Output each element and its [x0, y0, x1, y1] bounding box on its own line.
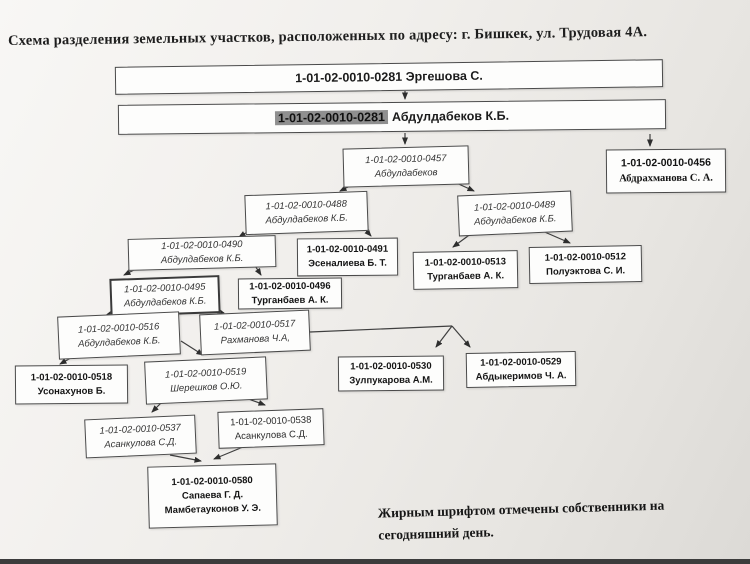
owner-name: Шерешков О.Ю.	[169, 379, 243, 395]
parcel-number: 1-01-02-0010-0495	[123, 281, 206, 296]
legend-note	[377, 493, 708, 545]
node-0538	[217, 408, 324, 449]
node-0513	[413, 250, 519, 290]
parcel-number: 1-01-02-0010-0519	[164, 365, 247, 381]
owner-name-2: Мамбетауконов У. Э.	[164, 502, 262, 517]
parcel-number-and-owner	[275, 107, 509, 128]
owner-name: Зулпукарова А.М.	[349, 374, 433, 386]
parcel-number: 1-01-02-0010-0529	[480, 356, 562, 369]
node-0490	[128, 235, 277, 271]
owner-name: Турганбаев А. К.	[427, 270, 505, 283]
parcel-number: 1-01-02-0010-0496	[249, 280, 331, 293]
node-0491	[297, 238, 398, 277]
node-0519	[144, 356, 268, 404]
parcel-number: 1-01-02-0010-0518	[30, 371, 113, 384]
node-0512	[529, 245, 643, 284]
node-0457	[343, 145, 470, 187]
parcel-number: 1-01-02-0010-0512	[544, 251, 627, 264]
owner-name: Асанкулова С.Д.	[104, 435, 178, 451]
owner-name: Сапаева Г. Д.	[181, 489, 244, 502]
owner-name: Абдулдабеков К.Б.	[123, 295, 207, 310]
page-title: Схема разделения земельных участков, расположенных по адресу: г. Бишкек, ул. Трудовая 4А.	[7, 24, 648, 50]
owner-name: Усонахунов Б.	[37, 385, 106, 397]
node-0496	[238, 278, 342, 310]
node-0517	[199, 310, 311, 356]
owner-name: Абдыкеримов Ч. А.	[475, 369, 567, 383]
owner-name: Абдулдабеков К.Б.	[265, 212, 349, 227]
parcel-number: 1-01-02-0010-0489	[473, 198, 556, 214]
node-0518	[15, 365, 128, 405]
parcel-number: 1-01-02-0010-0516	[77, 320, 160, 336]
parcel-number: 1-01-02-0010-0580	[171, 475, 253, 489]
owner-name: Эсеналиева Б. Т.	[308, 257, 387, 270]
parcel-number: 1-01-02-0010-0281	[295, 69, 403, 86]
owner-name: Турганбаев А. К.	[251, 294, 329, 306]
parcel-number-highlighted: 1-01-02-0010-0281	[275, 110, 388, 125]
owner-name: Абдулдабеков К.Б.	[473, 212, 557, 228]
legend-line-2: сегодняшний день.	[378, 523, 494, 543]
parcel-number: 1-01-02-0010-0456	[620, 156, 711, 170]
legend-line-1: Жирным шрифтом отмечены собственники на	[377, 497, 665, 521]
parcel-number: 1-01-02-0010-0530	[350, 360, 432, 373]
owner-name: Полуэктова С. И.	[545, 264, 626, 278]
parcel-number: 1-01-02-0010-0457	[365, 152, 447, 166]
owner-name: Эргешова С.	[405, 68, 483, 84]
owner-name: Асанкулова С.Д.	[234, 428, 308, 442]
node-0488	[244, 191, 368, 235]
owner-name: Абдулдабеков К.Б.	[77, 334, 161, 350]
node-0495	[109, 275, 220, 317]
parcel-number: 1-01-02-0010-0491	[306, 243, 389, 256]
owner-name: Абдрахманова С. А.	[619, 172, 713, 185]
node-0529	[466, 351, 577, 388]
owner-name: Абдулдабеков К.Б.	[391, 108, 510, 124]
node-0516	[57, 311, 181, 359]
owner-name: Рахманова Ч.А,	[220, 331, 291, 347]
owner-name: Абдулдабеков К.Б.	[160, 252, 244, 267]
parcel-number-and-owner	[295, 67, 483, 88]
parcel-number: 1-01-02-0010-0538	[229, 414, 312, 429]
node-0456	[606, 148, 726, 193]
parcel-number: 1-01-02-0010-0537	[99, 421, 182, 437]
node-0580	[147, 463, 278, 528]
parcel-number: 1-01-02-0010-0488	[265, 198, 348, 213]
node-0537	[84, 415, 197, 459]
parcel-number: 1-01-02-0010-0490	[161, 239, 243, 253]
node-0281-abduldabekov	[118, 99, 666, 135]
parcel-number: 1-01-02-0010-0513	[424, 256, 507, 269]
node-0530	[338, 356, 444, 392]
photo-bottom-edge	[0, 559, 750, 564]
owner-name: Абдулдабеков	[374, 166, 438, 180]
node-0489	[457, 191, 573, 237]
parcel-number: 1-01-02-0010-0517	[213, 317, 296, 333]
